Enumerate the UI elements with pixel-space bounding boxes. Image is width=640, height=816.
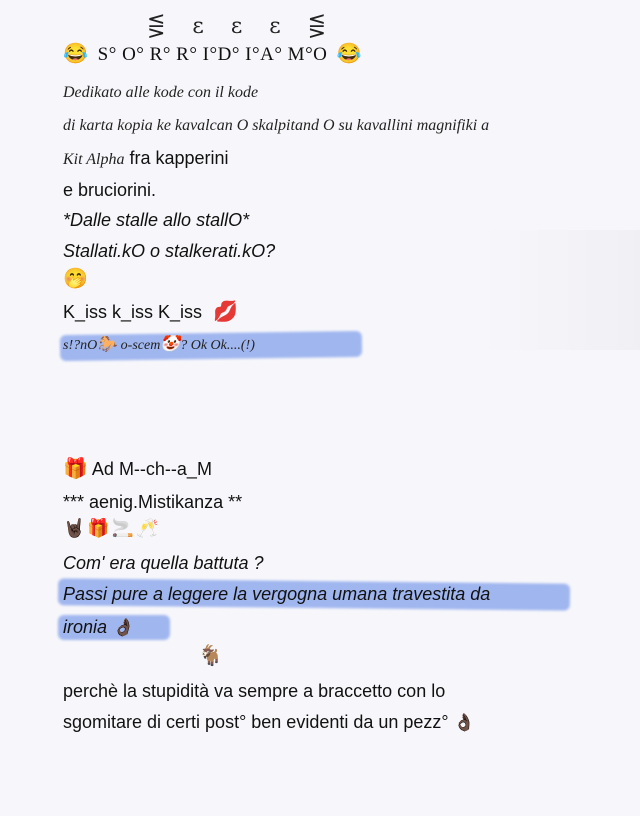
post2-quote2: ironia xyxy=(63,617,108,637)
post1-line3 xyxy=(63,148,229,169)
laughing-emoji-icon: 😂 xyxy=(63,43,89,65)
clown-icon: 🤡 xyxy=(160,336,181,353)
post1-line8 xyxy=(63,337,255,354)
post1-line4: e bruciorini. xyxy=(63,180,157,200)
laughing-emoji-icon: 😂 xyxy=(336,43,363,65)
face-hand-over-mouth-icon: 🤭 xyxy=(63,268,88,290)
post2-title: Ad M--ch--a_M xyxy=(91,459,212,479)
ok-hand-icon: 👌🏿 xyxy=(112,618,134,637)
post1-line5: *Dalle stalle allo stallO* xyxy=(63,210,250,230)
ok-hand-icon: 👌🏿 xyxy=(453,713,475,732)
emoji-row-icon: 🤘🏿🎁🚬🥂 xyxy=(63,518,161,538)
kiss-lips-icon: 💋 xyxy=(213,301,238,323)
kiss-text: K_iss k_iss K_iss xyxy=(63,302,203,322)
post1-face-row xyxy=(63,269,88,290)
post1-line3-rest: fra kapperini xyxy=(124,148,229,168)
decorative-symbols: ⋚ ε ε ε ⋚ xyxy=(147,14,337,39)
post2-quote2-row xyxy=(63,617,133,638)
post1-line8-c: ? Ok Ok....(!) xyxy=(180,338,255,353)
post2-body2-row xyxy=(63,712,475,733)
post2-quote1: Passi pure a leggere la vergogna umana travestita da xyxy=(63,584,491,604)
post1-kiss-row xyxy=(63,302,238,323)
post1-title: S° O° R° R° I°D° I°A° M°O xyxy=(97,44,328,65)
post1-line8-a: s!?nO xyxy=(63,338,98,353)
post1-line2: di karta kopia ke kavalcan O skalpitand O su kavallini magnifiki a xyxy=(63,117,490,134)
goat-icon: 🐐 xyxy=(198,645,223,667)
gift-icon: 🎁 xyxy=(63,458,88,480)
post1-line6: Stallati.kO o stalkerati.kO? xyxy=(63,241,276,261)
post2-emoji-row xyxy=(63,519,161,539)
post1-line3-script: Kit Alpha xyxy=(63,151,125,168)
post1-title-row xyxy=(63,44,362,66)
goat-row xyxy=(198,646,223,667)
post1-line8-b: o-scem xyxy=(117,338,161,353)
post2-body1: perchè la stupidità va sempre a braccetto con lo xyxy=(63,681,446,701)
post1-line1: Dedikato alle kode con il kode xyxy=(63,84,259,101)
post2-title-row xyxy=(63,459,212,480)
post2-question: Com' era quella battuta ? xyxy=(63,553,264,573)
background-shade xyxy=(480,230,640,350)
horse-icon: 🐎 xyxy=(97,336,118,353)
post2-subtitle: *** aenig.Mistikanza ** xyxy=(63,492,243,512)
post2-body2: sgomitare di certi post° ben evidenti da un pezz° xyxy=(63,712,449,732)
